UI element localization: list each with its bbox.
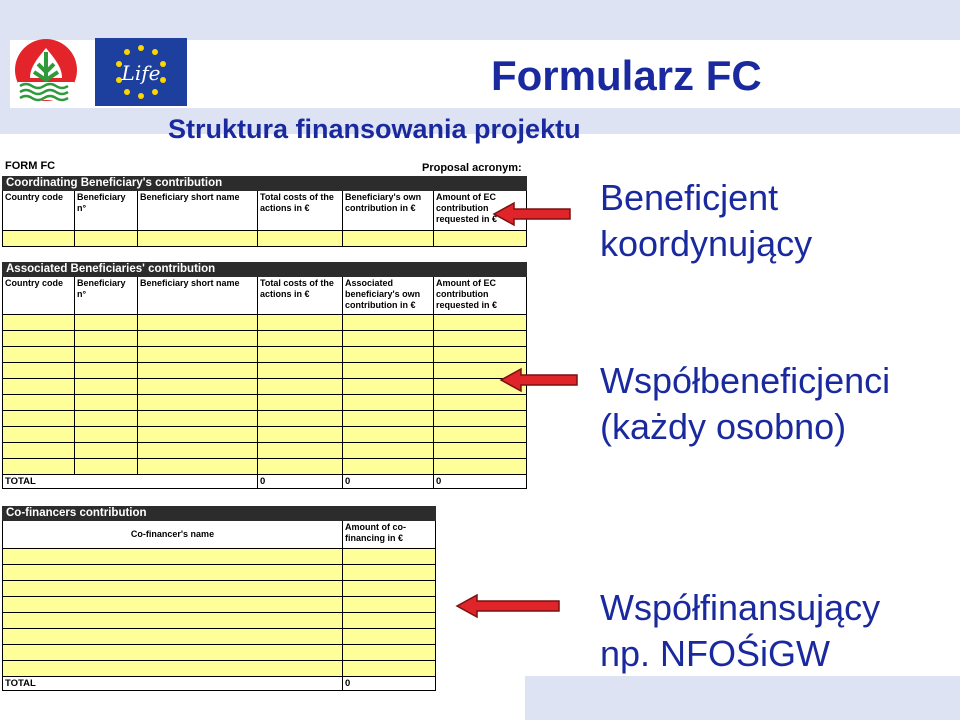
input-cell[interactable] [343,459,434,475]
associated-heading: Associated Beneficiaries' contribution [3,263,527,277]
arrow-left-icon [492,200,572,228]
input-cell[interactable] [343,549,436,565]
table-row [3,379,527,395]
col-header: Co-financer's name [3,521,343,549]
input-cell[interactable] [3,443,75,459]
input-cell[interactable] [3,231,75,247]
input-cell[interactable] [343,347,434,363]
input-cell[interactable] [434,331,527,347]
col-header: Amount of co-financing in € [343,521,436,549]
note-line: np. NFOŚiGW [600,633,831,674]
life-logo-text: Life [121,61,161,85]
input-cell[interactable] [258,427,343,443]
input-cell[interactable] [343,613,436,629]
input-cell[interactable] [343,629,436,645]
total-value: 0 [343,677,436,691]
input-cell[interactable] [75,443,138,459]
note-line: Beneficjent [600,177,779,218]
input-cell[interactable] [3,315,75,331]
col-header: Beneficiary n° [75,191,138,231]
form-label: FORM FC [5,160,56,172]
input-cell[interactable] [75,379,138,395]
col-header: Amount of EC contribution requested in € [434,191,527,231]
col-header: Country code [3,191,75,231]
input-cell[interactable] [258,347,343,363]
input-cell[interactable] [75,411,138,427]
total-value: 0 [343,475,434,489]
cofinancers-table [2,506,436,691]
input-cell[interactable] [3,379,75,395]
input-cell[interactable] [138,443,258,459]
input-cell[interactable] [3,629,343,645]
input-cell[interactable] [138,427,258,443]
input-cell[interactable] [434,427,527,443]
note-cofinancers [600,585,880,677]
input-cell[interactable] [343,363,434,379]
life-logo [95,38,187,106]
total-value: 0 [258,475,343,489]
input-cell[interactable] [434,443,527,459]
input-cell[interactable] [258,459,343,475]
input-cell[interactable] [258,331,343,347]
total-label: TOTAL [3,677,343,691]
input-cell[interactable] [434,347,527,363]
top-band [0,0,960,40]
col-header: Beneficiary short name [138,191,258,231]
table-row [3,661,436,677]
col-header: Total costs of the actions in € [258,277,343,315]
input-cell[interactable] [138,347,258,363]
input-cell[interactable] [3,363,75,379]
input-cell[interactable] [138,315,258,331]
input-cell[interactable] [3,613,343,629]
table-row [3,363,527,379]
input-cell[interactable] [343,597,436,613]
table-row [3,443,527,459]
input-cell[interactable] [75,347,138,363]
input-cell[interactable] [138,395,258,411]
input-cell[interactable] [3,581,343,597]
input-cell[interactable] [3,331,75,347]
col-header: Beneficiary's own contribution in € [343,191,434,231]
arrow-left-icon [499,366,579,394]
col-header: Country code [3,277,75,315]
input-cell[interactable] [343,565,436,581]
input-cell[interactable] [138,331,258,347]
input-cell[interactable] [138,231,258,247]
table-row [3,645,436,661]
input-cell[interactable] [343,331,434,347]
note-associated [600,358,890,450]
table-row [3,427,527,443]
input-cell[interactable] [75,315,138,331]
input-cell[interactable] [343,231,434,247]
table-row [3,565,436,581]
note-coordinating [600,175,812,267]
input-cell[interactable] [434,411,527,427]
input-cell[interactable] [138,363,258,379]
input-cell[interactable] [434,395,527,411]
input-cell[interactable] [258,443,343,459]
table-row [3,581,436,597]
associated-table [2,262,527,489]
input-cell[interactable] [343,427,434,443]
cofinancers-heading: Co-financers contribution [3,507,436,521]
coordinating-table [2,176,527,247]
coordinating-heading: Coordinating Beneficiary's contribution [3,177,527,191]
input-cell[interactable] [75,395,138,411]
input-cell[interactable] [343,315,434,331]
input-cell[interactable] [343,661,436,677]
input-cell[interactable] [434,315,527,331]
table-row [3,331,527,347]
input-cell[interactable] [75,331,138,347]
nfosigw-logo [12,38,80,106]
input-cell[interactable] [258,411,343,427]
note-line: Współfinansujący [600,587,881,628]
input-cell[interactable] [343,645,436,661]
input-cell[interactable] [3,549,343,565]
input-cell[interactable] [3,395,75,411]
input-cell[interactable] [75,231,138,247]
input-cell[interactable] [75,363,138,379]
note-line: koordynujący [600,223,813,264]
input-cell[interactable] [138,411,258,427]
table-row [3,629,436,645]
left-band [0,40,10,108]
table-row [3,395,527,411]
input-cell[interactable] [258,231,343,247]
input-cell[interactable] [3,347,75,363]
input-cell[interactable] [258,363,343,379]
input-cell[interactable] [138,379,258,395]
col-header: Associated beneficiary's own contribution in € [343,277,434,315]
input-cell[interactable] [3,565,343,581]
table-row [3,613,436,629]
input-cell[interactable] [258,315,343,331]
input-cell[interactable] [75,459,138,475]
input-cell[interactable] [138,459,258,475]
input-cell[interactable] [3,427,75,443]
table-row [3,597,436,613]
arrow-left-icon [455,592,561,620]
input-cell[interactable] [75,427,138,443]
table-row [3,459,527,475]
total-label: TOTAL [3,475,258,489]
acronym-label: Proposal acronym: [422,162,522,174]
col-header: Beneficiary n° [75,277,138,315]
input-cell[interactable] [343,395,434,411]
input-cell[interactable] [258,395,343,411]
table-row [3,315,527,331]
bottom-band [525,676,960,720]
input-cell[interactable] [343,379,434,395]
input-cell[interactable] [3,645,343,661]
col-header: Beneficiary short name [138,277,258,315]
slide-title: Formularz FC [491,52,762,99]
table-row [3,411,527,427]
input-cell[interactable] [434,231,527,247]
note-line: Współbeneficjenci [600,360,891,401]
input-cell[interactable] [3,661,343,677]
col-header: Total costs of the actions in € [258,191,343,231]
input-cell[interactable] [3,411,75,427]
input-cell[interactable] [343,443,434,459]
input-cell[interactable] [343,411,434,427]
table-row [3,347,527,363]
input-cell[interactable] [258,379,343,395]
table-row [3,549,436,565]
col-header: Amount of EC contribution requested in € [434,277,527,315]
note-line: (każdy osobno) [600,406,847,447]
input-cell[interactable] [343,581,436,597]
total-value: 0 [434,475,527,489]
input-cell[interactable] [3,459,75,475]
slide-subtitle: Struktura finansowania projektu [168,114,581,144]
input-cell[interactable] [434,459,527,475]
input-cell[interactable] [3,597,343,613]
